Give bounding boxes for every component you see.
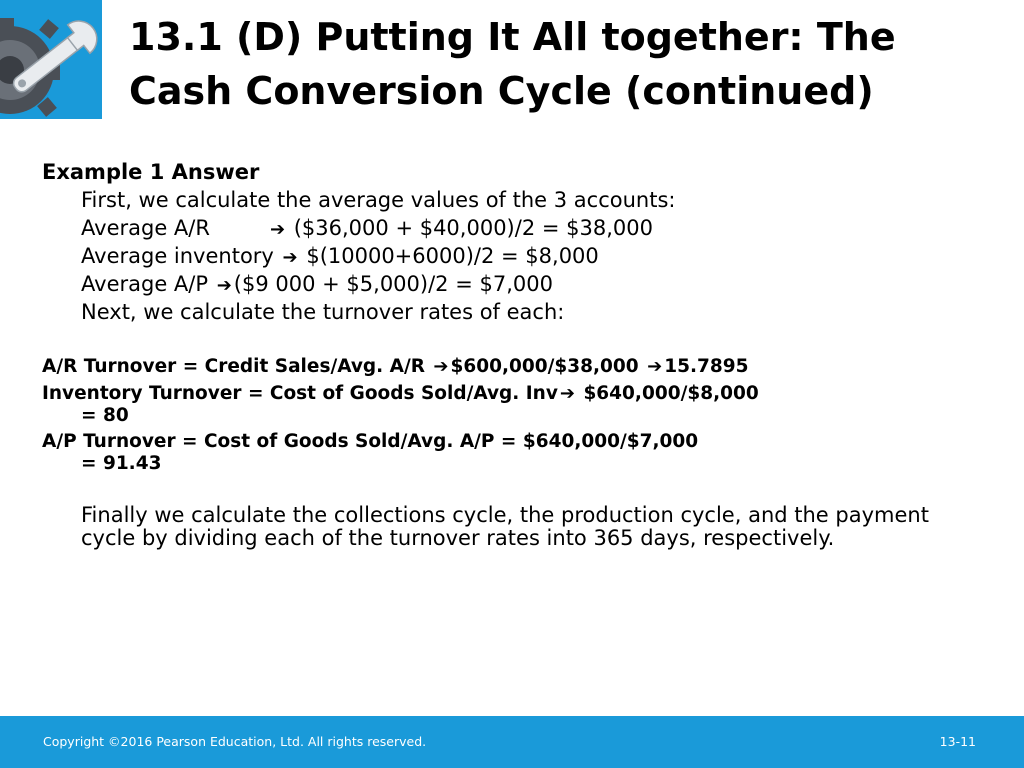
- average-inventory-calc: $(10000+6000)/2 = $8,000: [306, 244, 599, 268]
- intro-text: First, we calculate the average values of the 3 accounts:: [81, 188, 676, 212]
- arrow-right-icon: ➔: [216, 275, 232, 296]
- arrow-right-icon: ➔: [433, 356, 449, 377]
- ar-turnover-result: 15.7895: [664, 356, 749, 377]
- arrow-right-icon: ➔: [282, 247, 298, 268]
- page-number: 13-11: [939, 734, 976, 749]
- footer-bar: [0, 716, 1024, 768]
- example-heading: Example 1 Answer: [42, 160, 260, 184]
- arrow-right-icon: ➔: [559, 383, 575, 404]
- ar-turnover-line: [42, 355, 748, 379]
- average-ap-calc: ($9 000 + $5,000)/2 = $7,000: [233, 272, 553, 296]
- average-inventory-line: [81, 242, 599, 272]
- page-title-line-1: 13.1 (D) Putting It All together: The: [129, 15, 896, 59]
- inventory-turnover-formula: Inventory Turnover = Cost of Goods Sold/Avg. Inv: [42, 383, 558, 404]
- average-ap-line: [81, 270, 553, 300]
- ap-turnover-result: = 91.43: [81, 453, 162, 474]
- inventory-turnover-calc: $640,000/$8,000: [583, 383, 759, 404]
- ap-turnover-line: A/P Turnover = Cost of Goods Sold/Avg. A/P = $640,000/$7,000: [42, 431, 699, 452]
- average-ar-line: [81, 214, 653, 244]
- inventory-turnover-line: [42, 382, 759, 406]
- average-ap-label: Average A/P: [81, 272, 209, 296]
- inventory-turnover-result: = 80: [81, 405, 129, 426]
- next-text: Next, we calculate the turnover rates of each:: [81, 300, 565, 324]
- logo-wrench-gear-icon: [0, 0, 102, 119]
- average-ar-label: Average A/R: [81, 216, 210, 240]
- page-title: [129, 10, 1009, 118]
- ar-turnover-calc: $600,000/$38,000: [450, 356, 639, 377]
- page-title-line-2: Cash Conversion Cycle (continued): [129, 69, 874, 113]
- arrow-right-icon: ➔: [269, 219, 286, 240]
- arrow-right-icon: ➔: [647, 356, 663, 377]
- final-paragraph: Finally we calculate the collections cycle, the production cycle, and the payment cycle by dividing each of the turnover rates into 365 days, respectively.: [81, 503, 929, 550]
- average-inventory-label: Average inventory: [81, 244, 274, 268]
- copyright-text: Copyright ©2016 Pearson Education, Ltd. All rights reserved.: [43, 734, 427, 749]
- average-ar-calc: ($36,000 + $40,000)/2 = $38,000: [293, 216, 653, 240]
- ar-turnover-formula: A/R Turnover = Credit Sales/Avg. A/R: [42, 356, 425, 377]
